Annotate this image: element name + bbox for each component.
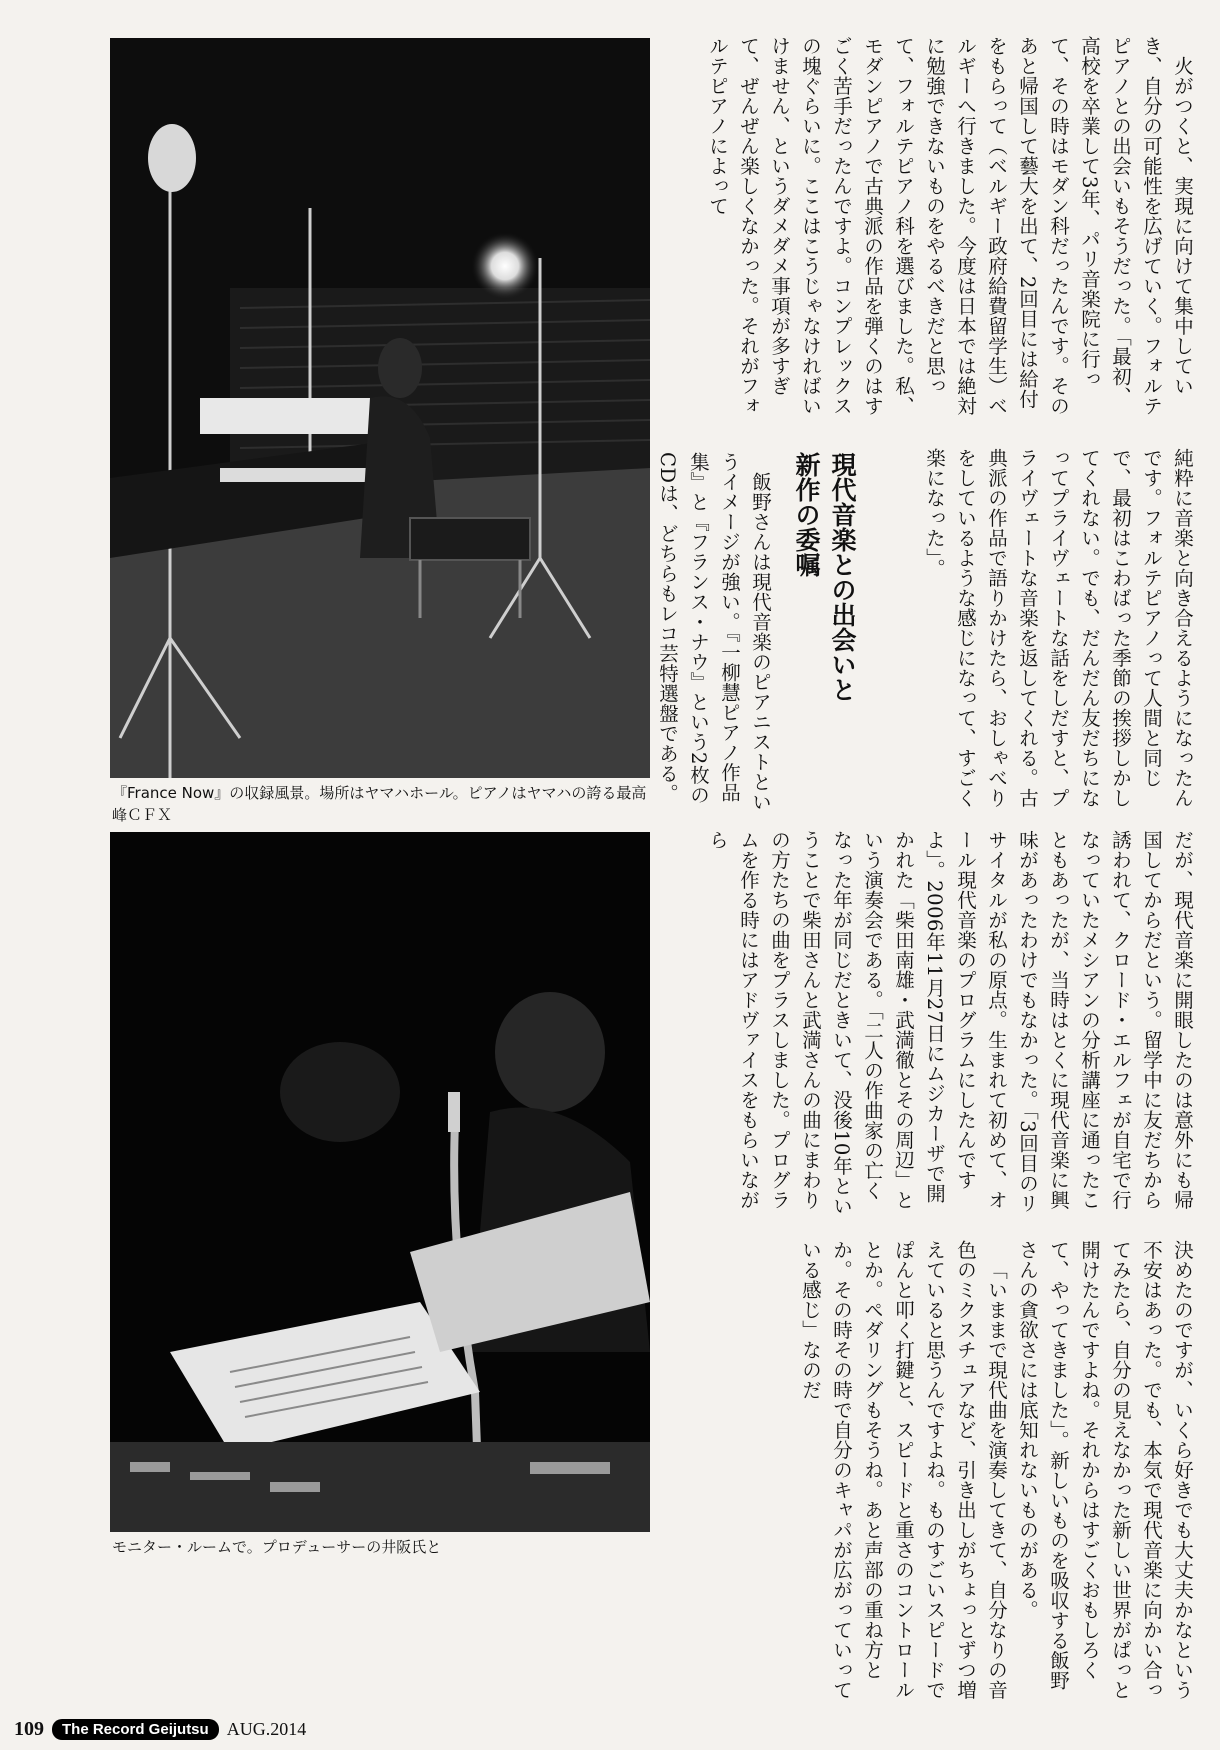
paragraph: 純粋に音楽と向き合えるようになったんです。フォルテピアノって人間と同じで、最初はこわばった季節の挨拶しかしてくれない。でも、だんだん友だちになってプライヴェートな話をしだすと、プライヴェートな音楽を返してくれる。古典派の作品で語りかけたら、おしゃべりをしているような感じになって、すごく楽になった」。: [923, 448, 1194, 808]
magazine-name: The Record Geijutsu: [52, 1719, 219, 1740]
paragraph: 決めたのですが、いくら好きでも大丈夫かなという不安はあった。でも、本気で現代音楽に向かい合ってみたら、自分の見えなかった新しい世界がぱっと開けたんですよね。それからはすごくおもしろくて、やってきました」。新しいものを吸収する飯野さんの貪欲さには底知れないものがある。: [1016, 1240, 1194, 1700]
article-text-column: [656, 452, 776, 812]
article-text-column: [664, 830, 1198, 1220]
page-footer: [14, 1714, 306, 1744]
page-number: 109: [14, 1717, 44, 1740]
heading-line: 新作の委嘱: [792, 452, 821, 577]
article-text-column: [664, 1240, 1198, 1708]
paragraph: 「いままで現代曲を演奏してきて、自分なりの音色のミクスチュアなど、引き出しがちょっとずつ増えていると思うんですよね。ものすごいスピードでぽんと叩く打鍵と、スピードと重さのコントロールとか。ペダリングもそうね。あと声部の重ね方とか。その時その時で自分のキャパが広がっていっている感じ」なのだ: [799, 1240, 1008, 1700]
article-text-column: [664, 36, 1198, 426]
recording-hall-photo: [110, 38, 650, 778]
section-heading: [780, 452, 860, 812]
paragraph: だが、現代音楽に開眼したのは意外にも帰国してからだという。留学中に友だちから誘われて、クロード・エルフェが自宅で行なっていたメシアンの分析講座に通ったこともあったが、当時はとくに現代音楽に興味があったわけでもなかった。「3回目のリサイタルが私の原点。生まれて初めて、オール現代音楽のプログラムにしたんですよ」。2006年11月27日にムジカーザで開かれた「柴田南雄・武満徹とその周辺」という演奏会である。「二人の作曲家の亡くなった年が同じだときいて、没後10年ということで柴田さんと武満さんの曲にまわりの方たちの曲をプラスしました。プログラムを作る時にはアドヴァイスをもらいながら: [706, 830, 1194, 1216]
issue-date: AUG.2014: [226, 1718, 307, 1739]
bottom-photo-caption: モニター・ルームで。プロデューサーの井阪氏と: [112, 1538, 442, 1556]
heading-line: 現代音楽との出会いと: [828, 452, 857, 702]
paragraph: 飯野さんは現代音楽のピアニストというイメージが強い。『一柳慧ピアノ作品集』と『フランス・ナウ』という2枚のCDは、どちらもレコ芸特選盤である。: [656, 452, 772, 812]
top-photo-caption: 『France Now』の収録風景。場所はヤマハホール。ピアノはヤマハの誇る最高峰ＣＦＸ: [112, 784, 647, 824]
monitor-room-photo: [110, 832, 650, 1532]
paragraph: 火がつくと、実現に向けて集中していき、自分の可能性を広げていく。フォルテピアノとの出会いもそうだった。「最初、高校を卒業して3年、パリ音楽院に行って、その時はモダン科だったんです。そのあと帰国して藝大を出て、2回目には給付をもらって（ベルギー政府給費留学生）ベルギーへ行きました。今度は日本では絶対に勉強できないものをやるべきだと思って、フォルテピアノ科を選びました。私、モダンピアノで古典派の作品を弾くのはすごく苦手だったんですよ。コンプレックスの塊ぐらいに。ここはこうじゃなければいけません、というダメダメ事項が多すぎて、ぜんぜん楽しくなかった。それがフォルテピアノによって: [706, 36, 1194, 416]
article-text-column: [864, 448, 1198, 808]
